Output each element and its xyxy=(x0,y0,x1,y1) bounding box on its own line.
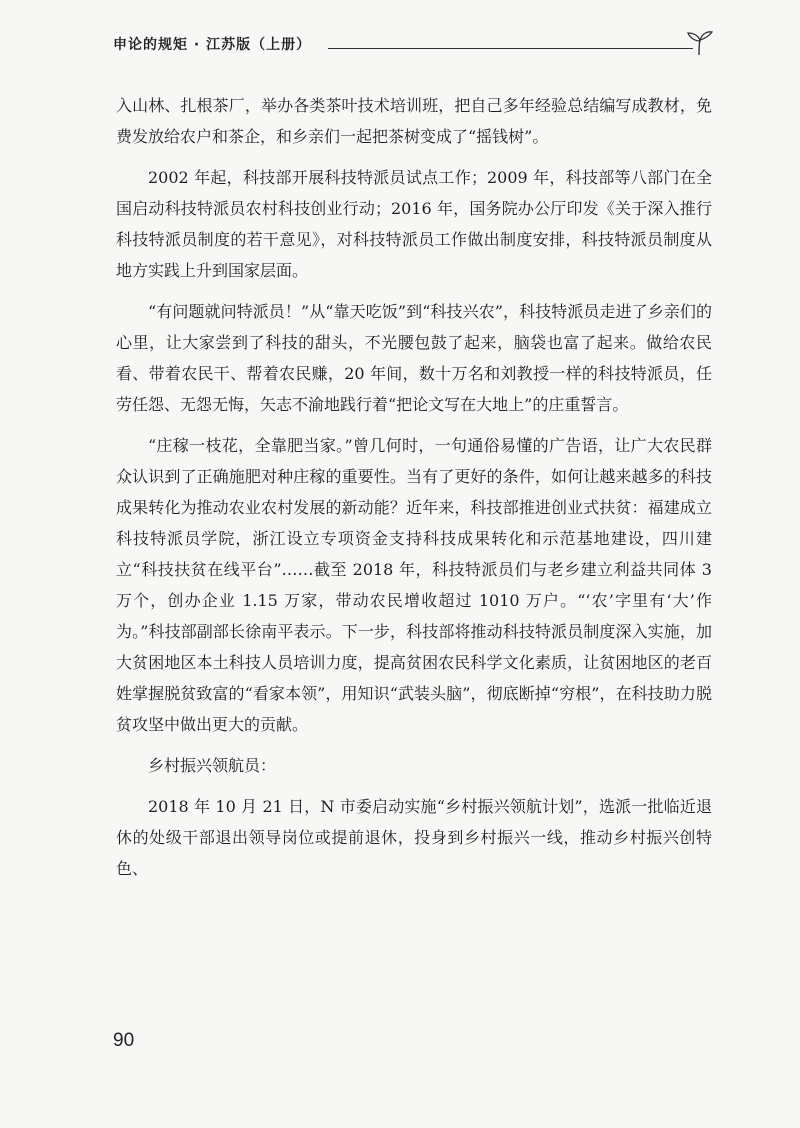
paragraph: 2002 年起，科技部开展科技特派员试点工作；2009 年，科技部等八部门在全国启动科技特派员农村科技创业行动；2016 年，国务院办公厅印发《关于深入推行科技特派员制度的若干意见》，对科技特派员工作做出制度安排，科技特派员制度从地方实践上升到国家层面。 xyxy=(116,168,712,280)
paragraph: “庄稼一枝花，全靠肥当家。”曾几何时，一句通俗易懂的广告语，让广大农民群众认识到了正确施肥对种庄稼的重要性。当有了更好的条件，如何让越来越多的科技成果转化为推动农业农村发展的新动能？近年来，科技部推进创业式扶贫：福建成立科技特派员学院，浙江设立专项资金支持科技成果转化和示范基地建设，四川建立“科技扶贫在线平台”……截至 2018 年，科技特派员们与老乡建立利益共同体 3 万个，创办企业 1.15 万家，带动农民增收超过 1010 万户。“‘农’字里有‘大’作为。”科技部副部长徐南平表示。下一步，科技部将推动科技特派员制度深入实施，加大贫困地区本土科技人员培训力度，提高贫困农民科学文化素质，让贫困地区的老百姓掌握脱贫致富的“看家本领”，用知识“武装头脑”，彻底断掉“穷根”，在科技助力脱贫攻坚中做出更大的贡献。 xyxy=(116,436,712,734)
running-header xyxy=(113,30,713,60)
header-title: 申论的规矩 · 江苏版（上册） xyxy=(113,37,312,53)
section-subheading: 乡村振兴领航员： xyxy=(148,756,277,775)
sprout-icon xyxy=(685,30,715,56)
body-text xyxy=(116,90,712,894)
page-number: 90 xyxy=(113,1030,135,1051)
header-rule xyxy=(328,48,693,49)
paragraph: 2018 年 10 月 21 日，N 市委启动实施“乡村振兴领航计划”，选派一批临近退休的处级干部退出领导岗位或提前退休，投身到乡村振兴一线，推动乡村振兴创特色、 xyxy=(116,797,712,878)
paragraph: “有问题就问特派员！”从“靠天吃饭”到“科技兴农”，科技特派员走进了乡亲们的心里，让大家尝到了科技的甜头，不光腰包鼓了起来，脑袋也富了起来。做给农民看、带着农民干、帮着农民赚，20 年间，数十万名和刘教授一样的科技特派员，任劳任怨、无怨无悔，矢志不渝地践行着“把论文写在大地上”的庄重誓言。 xyxy=(116,302,712,414)
paragraph-continued: 入山林、扎根茶厂，举办各类茶叶技术培训班，把自己多年经验总结编写成教材，免费发放给农户和茶企，和乡亲们一起把茶树变成了“摇钱树”。 xyxy=(116,96,712,146)
